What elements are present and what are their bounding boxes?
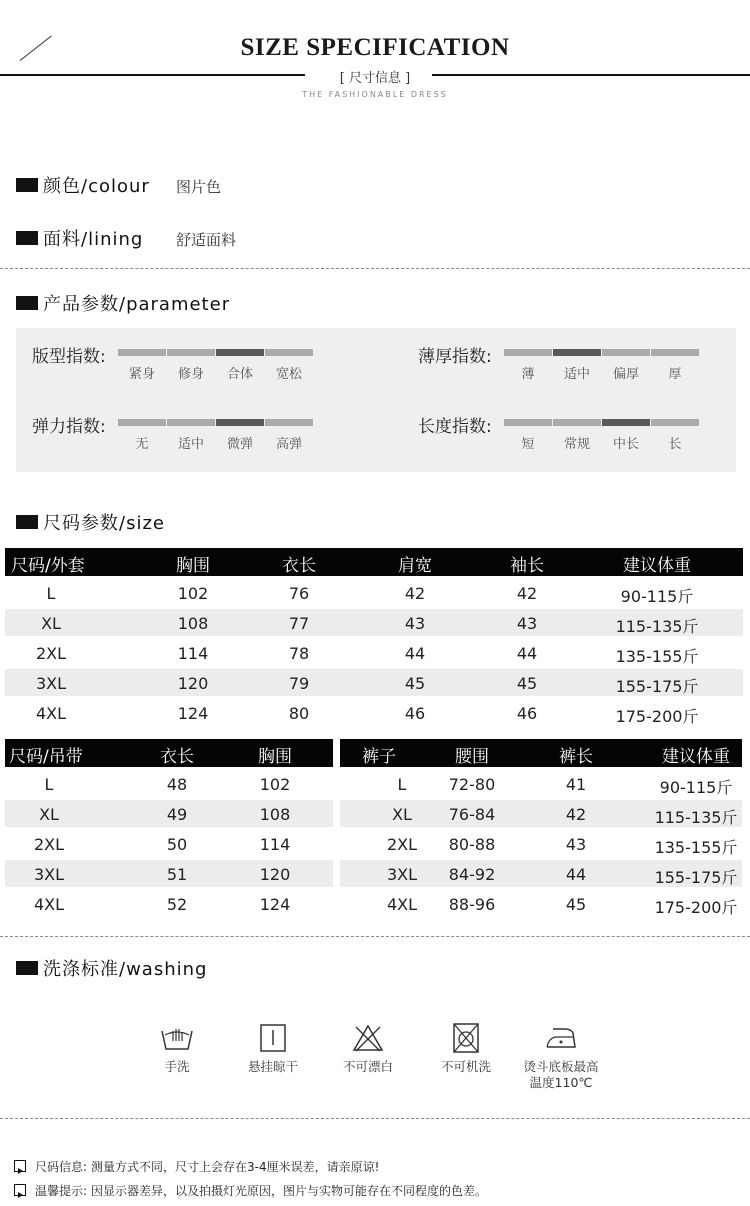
table-row (5, 609, 743, 636)
table-cell: 77 (288, 614, 310, 633)
table-row (340, 890, 742, 917)
table-cell: 84-92 (448, 865, 496, 884)
parameter-panel (16, 328, 736, 472)
table-cell: 108 (259, 805, 291, 824)
table-cell: 44 (565, 865, 587, 884)
table-cell: 155-175斤 (615, 677, 699, 696)
table-row (5, 890, 333, 917)
parameter-option-label: 紧身 (128, 367, 155, 382)
parameter-scale-segment (553, 349, 601, 356)
table-header-cell: 尺码/吊带 (9, 747, 83, 767)
table-row (5, 669, 743, 696)
parameter-option-label: 宽松 (275, 367, 302, 382)
parameter-scale-segment (216, 419, 264, 426)
table-cell: 175-200斤 (654, 898, 738, 917)
table-header-cell: 建议体重 (662, 747, 730, 767)
parameter-option-label: 常规 (563, 437, 590, 452)
table-cell: 44 (516, 644, 538, 663)
washing-label: 不可机洗 (440, 1059, 491, 1074)
table-cell: 3XL (35, 674, 67, 693)
table-row (340, 860, 742, 887)
parameter-option-label: 偏厚 (612, 367, 639, 382)
table-cell: 43 (565, 835, 587, 854)
note-label: 温馨提示: (35, 1184, 88, 1198)
parameter-option-label: 长 (668, 437, 682, 452)
table-row (5, 639, 743, 666)
table-cell: 3XL (33, 865, 65, 884)
table-cell: 88-96 (448, 895, 496, 914)
hand-wash-icon (159, 1023, 195, 1053)
table-cell: 42 (516, 584, 538, 603)
parameter-scale-segment (118, 419, 166, 426)
parameter-scale-segment (167, 419, 215, 426)
table-row (5, 770, 333, 797)
table-row (5, 579, 743, 606)
table-cell: 78 (288, 644, 310, 663)
table-cell: 115-135斤 (654, 808, 738, 827)
table-header-row (340, 739, 742, 767)
table-cell: 135-155斤 (615, 647, 699, 666)
table-row (5, 800, 333, 827)
parameter-scale-segment (602, 349, 650, 356)
parameter-option-label: 适中 (177, 437, 204, 452)
size-label: 尺码参数/size (43, 513, 165, 534)
table-cell: 115-135斤 (615, 617, 699, 636)
table-cell: 108 (177, 614, 209, 633)
table-cell: 76-84 (448, 805, 496, 824)
table-header-cell: 胸围 (176, 556, 210, 576)
washing-label: 温度110℃ (529, 1075, 593, 1090)
table-cell: 135-155斤 (654, 838, 738, 857)
table-cell: 3XL (386, 865, 418, 884)
note-label: 尺码信息: (35, 1160, 88, 1174)
table-cell: XL (41, 614, 61, 633)
table-cell: 2XL (33, 835, 65, 854)
washing-label: 悬挂晾干 (247, 1059, 298, 1074)
iron-icon (543, 1023, 579, 1053)
table-cell: 102 (259, 775, 291, 794)
table-cell: 79 (288, 674, 310, 693)
note-text: 测量方式不同，尺寸上会存在3-4厘米误差，请亲原谅! (91, 1160, 380, 1174)
table-cell: 49 (166, 805, 188, 824)
parameter-scale-segment (265, 349, 313, 356)
parameter-group-label: 版型指数: (32, 347, 106, 367)
table-cell: 120 (259, 865, 291, 884)
table-cell: 45 (565, 895, 587, 914)
table-cell: 52 (166, 895, 188, 914)
table-header-cell: 尺码/外套 (11, 556, 85, 576)
table-cell: 44 (404, 644, 426, 663)
table-cell: 42 (404, 584, 426, 603)
section-marker (16, 231, 38, 245)
no-bleach-icon (350, 1023, 386, 1053)
washing-label: 手洗 (164, 1059, 190, 1074)
parameter-label: 产品参数/parameter (43, 294, 231, 315)
washing-label: 洗涤标准/washing (43, 959, 208, 980)
parameter-scale-segment (504, 349, 552, 356)
parameter-option-label: 修身 (177, 367, 204, 382)
section-marker (16, 178, 38, 192)
table-cell: 41 (565, 775, 587, 794)
table-row (5, 699, 743, 726)
parameter-group-label: 薄厚指数: (418, 347, 492, 367)
parameter-scale-segment (602, 419, 650, 426)
table-cell: 72-80 (448, 775, 496, 794)
table-cell: XL (392, 805, 412, 824)
no-machine-wash-icon (448, 1023, 484, 1053)
note-text: 因显示器差异，以及拍摄灯光原因，图片与实物可能存在不同程度的色差。 (91, 1184, 488, 1198)
table-header-cell: 腰围 (455, 747, 489, 767)
table-cell: 90-115斤 (620, 587, 694, 606)
table-row (5, 830, 333, 857)
parameter-option-label: 厚 (668, 367, 682, 382)
dashed-divider (0, 1118, 750, 1119)
hang-dry-icon (255, 1023, 291, 1053)
colour-label: 颜色/colour (43, 176, 150, 197)
table-header-cell: 胸围 (258, 747, 292, 767)
table-cell: 120 (177, 674, 209, 693)
parameter-scale-segment (651, 419, 699, 426)
table-cell: 102 (177, 584, 209, 603)
table-row (5, 860, 333, 887)
parameter-scale-segment (265, 419, 313, 426)
parameter-option-label: 高弹 (275, 437, 302, 452)
section-marker (16, 296, 38, 310)
table-header-cell: 裤长 (559, 747, 593, 767)
table-cell: 114 (259, 835, 291, 854)
parameter-scale-segment (216, 349, 264, 356)
table-cell: L (44, 775, 54, 794)
table-cell: 2XL (386, 835, 418, 854)
section-marker (16, 961, 38, 975)
table-cell: 46 (404, 704, 426, 723)
table-cell: 155-175斤 (654, 868, 738, 887)
table-cell: 124 (259, 895, 291, 914)
table-cell: 80 (288, 704, 310, 723)
table-header-cell: 袖长 (510, 556, 544, 576)
lining-value: 舒适面料 (176, 231, 237, 249)
parameter-option-label: 薄 (521, 367, 535, 382)
parameter-option-label: 中长 (612, 437, 639, 452)
parameter-group-label: 长度指数: (418, 417, 492, 437)
section-marker (16, 515, 38, 529)
table-cell: 90-115斤 (659, 778, 733, 797)
table-cell: 45 (404, 674, 426, 693)
parameter-option-label: 微弹 (226, 437, 253, 452)
washing-label: 不可漂白 (342, 1059, 393, 1074)
dashed-divider (0, 936, 750, 937)
table-cell: 124 (177, 704, 209, 723)
parameter-scale-segment (504, 419, 552, 426)
table-header-cell: 建议体重 (623, 556, 691, 576)
play-icon (14, 1184, 26, 1196)
table-header-cell: 衣长 (282, 556, 316, 576)
table-header-cell: 裤子 (362, 747, 396, 767)
dashed-divider (0, 268, 750, 269)
table-cell: 50 (166, 835, 188, 854)
play-icon (14, 1160, 26, 1172)
parameter-scale-segment (553, 419, 601, 426)
table-cell: 48 (166, 775, 188, 794)
table-cell: 46 (516, 704, 538, 723)
table-cell: 45 (516, 674, 538, 693)
table-header-row (5, 739, 333, 767)
table-cell: L (46, 584, 56, 603)
table-cell: 43 (516, 614, 538, 633)
table-row (340, 830, 742, 857)
table-cell: 43 (404, 614, 426, 633)
table-cell: 80-88 (448, 835, 496, 854)
washing-label: 烫斗底板最高 (523, 1059, 599, 1074)
parameter-option-label: 合体 (226, 367, 253, 382)
table-cell: 4XL (33, 895, 65, 914)
note-size-info (35, 1158, 379, 1175)
table-header-cell: 肩宽 (398, 556, 432, 576)
parameter-group-label: 弹力指数: (32, 417, 106, 437)
parameter-scale-segment (167, 349, 215, 356)
parameter-scale-segment (651, 349, 699, 356)
parameter-option-label: 适中 (563, 367, 590, 382)
table-cell: 114 (177, 644, 209, 663)
table-cell: 175-200斤 (615, 707, 699, 726)
table-cell: 4XL (35, 704, 67, 723)
table-cell: 2XL (35, 644, 67, 663)
parameter-scale-segment (118, 349, 166, 356)
table-cell: 76 (288, 584, 310, 603)
table-header-cell: 衣长 (160, 747, 194, 767)
table-cell: L (397, 775, 407, 794)
table-row (340, 800, 742, 827)
table-row (340, 770, 742, 797)
table-cell: 4XL (386, 895, 418, 914)
table-cell: 42 (565, 805, 587, 824)
parameter-option-label: 无 (135, 437, 149, 452)
page-title: SIZE SPECIFICATION (240, 34, 510, 61)
colour-value: 图片色 (176, 178, 222, 196)
table-header-row (5, 548, 743, 576)
lining-label: 面料/lining (43, 229, 144, 250)
table-cell: XL (39, 805, 59, 824)
parameter-option-label: 短 (521, 437, 535, 452)
page-tagline: THE FASHIONABLE DRESS (302, 90, 448, 99)
note-reminder (35, 1182, 487, 1199)
page-subtitle: [ 尺寸信息 ] (339, 71, 411, 86)
table-cell: 51 (166, 865, 188, 884)
